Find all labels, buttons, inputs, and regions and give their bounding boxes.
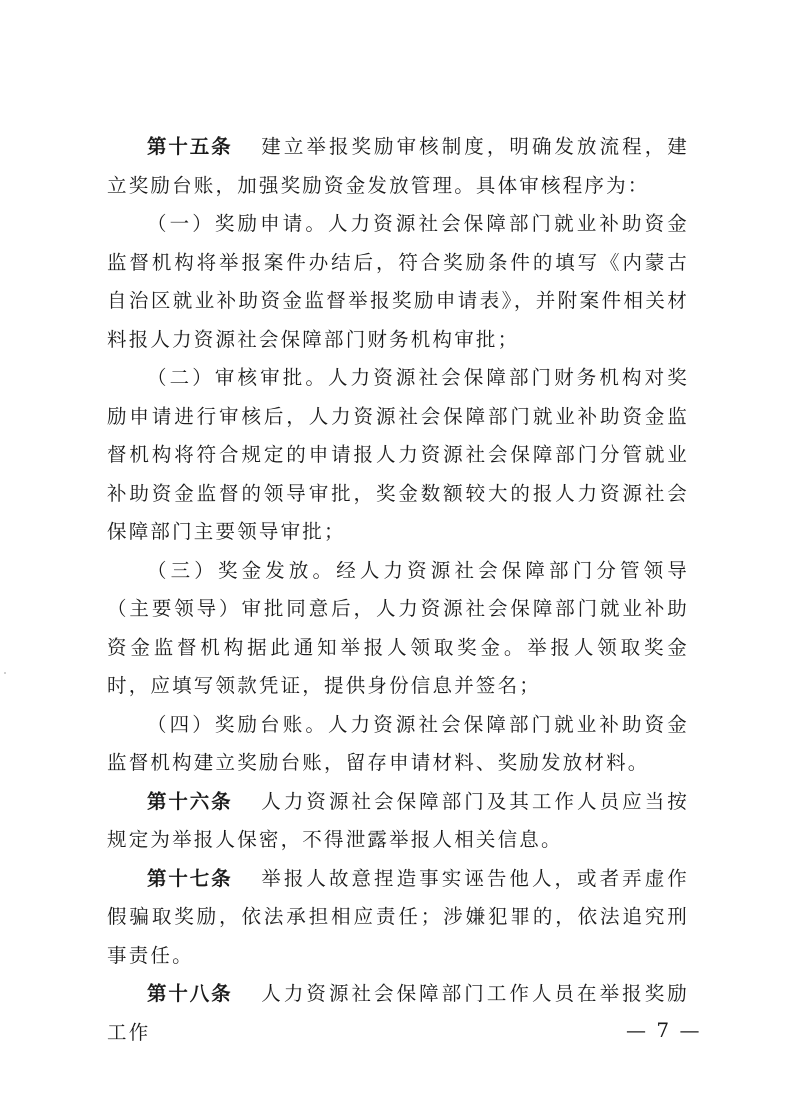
item-3-paragraph [107, 552, 689, 706]
item-1-paragraph [107, 205, 689, 359]
scan-speck [4, 672, 6, 674]
article-label: 第十六条 [147, 789, 233, 813]
paragraph-text: （三）奖金发放。经人力资源社会保障部门分管领导（主要领导）审批同意后，人力资源社会保障部门就业补助资金监督机构据此通知举报人领取奖金。举报人领取奖金时，应填写领款凭证，提供身份信息并签名； [107, 558, 689, 697]
article-16-paragraph [107, 783, 689, 860]
paragraph-text: 举报人故意捏造事实诬告他人，或者弄虚作假骗取奖励，依法承担相应责任；涉嫌犯罪的，依法追究刑事责任。 [107, 866, 689, 967]
article-label: 第十五条 [147, 135, 233, 158]
article-label: 第十八条 [147, 982, 233, 1005]
article-17-paragraph [107, 860, 689, 976]
paragraph-text: （二）审核审批。人力资源社会保障部门财务机构对奖励申请进行审核后，人力资源社会保障部门就业补助资金监督机构将符合规定的申请报人力资源社会保障部门分管就业补助资金监督的领导审批，奖金数额较大的报人力资源社会保障部门主要领导审批； [107, 366, 689, 543]
paragraph-text: 人力资源社会保障部门工作人员在举报奖励工作 [107, 982, 689, 1044]
article-18-paragraph [107, 975, 689, 1052]
item-4-paragraph [107, 706, 689, 783]
paragraph-text: （四）奖励台账。人力资源社会保障部门就业补助资金监督机构建立奖励台账，留存申请材料、奖励发放材料。 [107, 712, 689, 774]
page-number: — 7 — [626, 1018, 702, 1042]
document-body [107, 128, 689, 1052]
article-15-paragraph [107, 128, 689, 205]
paragraph-text: 人力资源社会保障部门及其工作人员应当按规定为举报人保密，不得泄露举报人相关信息。 [107, 789, 689, 851]
paragraph-text: （一）奖励申请。人力资源社会保障部门就业补助资金监督机构将举报案件办结后，符合奖励条件的填写《内蒙古自治区就业补助资金监督举报奖励申请表》，并附案件相关材料报人力资源社会保障部门财务机构审批； [107, 212, 689, 351]
article-label: 第十七条 [147, 866, 233, 890]
item-2-paragraph [107, 359, 689, 552]
paragraph-text: 建立举报奖励审核制度，明确发放流程，建立奖励台账，加强奖励资金发放管理。具体审核程序为： [107, 135, 689, 197]
